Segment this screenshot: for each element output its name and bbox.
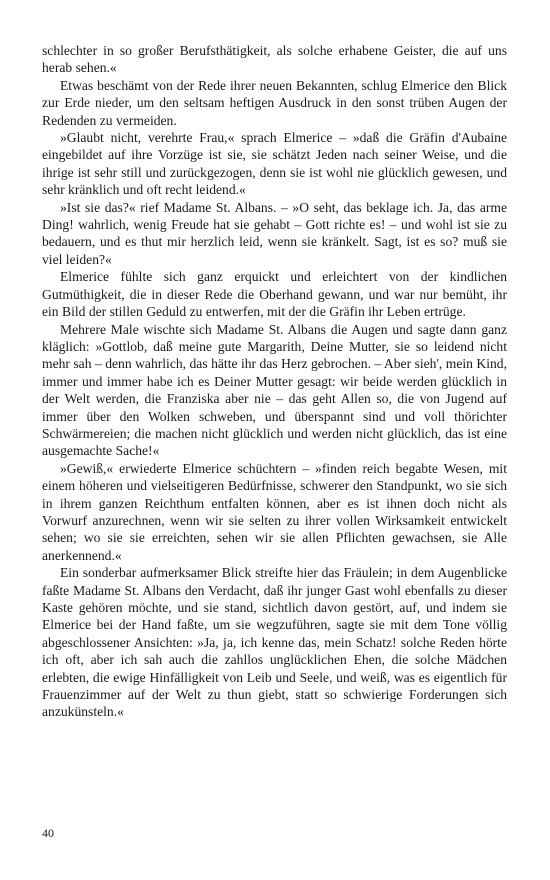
paragraph: »Glaubt nicht, verehrte Frau,« sprach Elmerice – »daß die Gräfin d'Aubaine eingebildet auf ihre Vorzüge ist sie, sie schätzt Jeden nach seiner Weise, und die ihrige ist sehr still und zurückgezogen, denn sie ist wohl nie glücklich gewesen, und sehr kränklich und oft recht leidend.« (42, 130, 507, 198)
paragraph: »Ist sie das?« rief Madame St. Albans. – »O seht, das beklage ich. Ja, das arme Ding! wahrlich, wenig Freude hat sie gehabt – Gott richte es! – und wohl ist sie zu bedauern, und es thut mir herzlich leid, wenn sie kränkelt. Sagt, ist es so? muß sie viel leiden?« (42, 199, 507, 267)
page-number: 40 (42, 826, 54, 840)
paragraph: »Gewiß,« erwiederte Elmerice schüchtern – »finden reich begabte Wesen, mit einem höheren und vielseitigeren Bedürfnisse, schwerer den Standpunkt, wo sie sich in ihrem ganzen Reichthum entfalten können, aber es ist ihnen doch nicht als Vorwurf anzurechnen, wenn wir sie selten zu ihrer vollen Wirksamkeit entwickelt sehen; wo sie sie erreichten, sehen wir sie allen Pflichten gewachsen, sie Alle anerkennend.« (42, 460, 507, 563)
paragraph: schlechter in so großer Berufsthätigkeit, als solche erhabene Geister, die auf uns herab sehen.« (42, 43, 507, 76)
body-text (42, 42, 507, 721)
paragraph: Ein sonderbar aufmerksamer Blick streifte hier das Fräulein; in dem Augenblicke faßte Madame St. Albans den Verdacht, daß ihr junger Gast wohl ebenfalls zu dieser Kaste gehören möchte, und sie stand, sichtlich davon gestört, auf, und indem sie Elmerice bei der Hand faßte, um sie wegzuführen, sagte sie mit dem Tone völlig abgeschlossener Ansichten: »Ja, ja, ich kenne das, mein Schatz! solche Reden hörte ich oft, aber ich sah auch die zahllos unglücklichen Ehen, die solche Mädchen erlebten, die ewige Hinfälligkeit von Leib und Seele, und weiß, was es eigentlich für Frauenzimmer auf der Welt zu thun giebt, statt so schwierige Forderungen sich anzukünsteln.« (42, 565, 507, 720)
paragraph: Mehrere Male wischte sich Madame St. Albans die Augen und sagte dann ganz kläglich: »Gottlob, daß meine gute Margarith, Deine Mutter, sie so leidend nicht mehr sah – denn wahrlich, das hätte ihr das Herz gebrochen. – Aber sieh', mein Kind, immer und immer habe ich es Deiner Mutter gesagt: wir beide werden glücklich in der Welt werden, die Franziska aber nie – das geht Allen so, die von Jugend auf immer über den Wolken schweben, und überspannt sind und voll thörichter Schwärmereien; die machen nicht glücklich und werden nicht glücklich, das ist eine ausgemachte Sache!« (42, 321, 507, 459)
paragraph: Elmerice fühlte sich ganz erquickt und erleichtert von der kindlichen Gutmüthigkeit, die in dieser Rede die Oberhand gewann, und war nur bemüht, ihr ein Bild der stillen Geduld zu entwerfen, mit der die Gräfin ihr Leben ertrüge. (42, 269, 507, 320)
paragraph: Etwas beschämt von der Rede ihrer neuen Bekannten, schlug Elmerice den Blick zur Erde nieder, um den seltsam heftigen Ausdruck in den sonst trüben Augen der Redenden zu vermeiden. (42, 77, 507, 128)
